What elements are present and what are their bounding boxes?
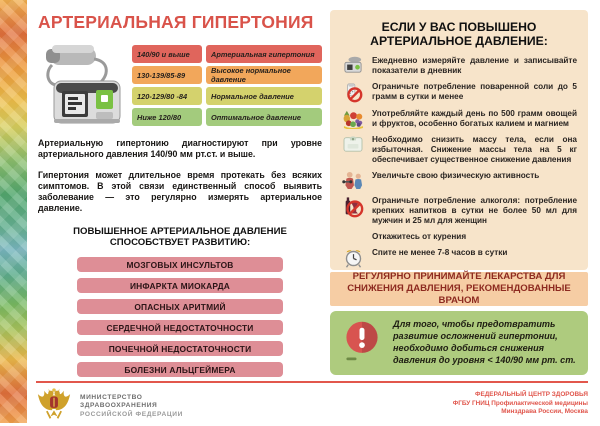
risk-item: ОПАСНЫХ АРИТМИЙ	[77, 299, 283, 314]
warning-exclamation-icon	[340, 316, 384, 371]
footer	[36, 387, 588, 426]
risk-item: ИНФАРКТА МИОКАРДА	[77, 278, 283, 293]
bp-classification-table	[132, 45, 322, 126]
table-row	[132, 66, 322, 84]
advice-item	[341, 232, 577, 242]
advice-text: Увеличьте свою физическую активность	[372, 170, 540, 180]
risk-item: ПОЧЕЧНОЙ НЕДОСТАТОЧНОСТИ	[77, 341, 283, 356]
ministry-line: РОССИЙСКОЙ ФЕДЕРАЦИИ	[80, 410, 183, 418]
risk-list	[77, 257, 283, 377]
ministry-line: ЗДРАВООХРАНЕНИЯ	[80, 402, 158, 410]
advice-text: Откажитесь от курения	[372, 231, 467, 241]
health-center-line: ФГБУ ГНИЦ Профилактической медицины	[452, 399, 588, 407]
intro-paragraph-1: Артериальную гипертонию диагностируют при уровне артериального давления 140/90 мм рт.ст. и выше.	[38, 138, 322, 160]
advice-panel	[330, 10, 588, 270]
ministry-name	[80, 394, 183, 420]
target-pressure-callout	[330, 311, 588, 375]
advice-item	[341, 109, 577, 129]
risk-item: СЕРДЕЧНОЙ НЕДОСТАТОЧНОСТИ	[77, 320, 283, 335]
scale-icon	[341, 135, 365, 153]
bp-range-cell: 130-139/85-89	[132, 66, 202, 84]
risk-item: БОЛЕЗНИ АЛЬЦГЕЙМЕРА	[77, 362, 283, 377]
advice-item	[341, 171, 577, 190]
ministry-block	[36, 387, 183, 426]
bp-intro-row	[38, 43, 322, 129]
bp-label-cell: Оптимальное давление	[206, 108, 322, 126]
advice-text: Ежедневно измеряйте давление и записывайте показатели в дневник	[372, 55, 577, 75]
page-title: АРТЕРИАЛЬНАЯ ГИПЕРТОНИЯ	[38, 12, 314, 32]
table-row	[132, 45, 322, 63]
russia-coat-of-arms-icon	[36, 387, 72, 426]
tonometer-icon	[341, 56, 365, 74]
blood-pressure-monitor-image	[38, 43, 126, 129]
left-column	[38, 12, 322, 377]
risk-section-heading: ПОВЫШЕННОЕ АРТЕРИАЛЬНОЕ ДАВЛЕНИЕ СПОСОБСТВУЕТ РАЗВИТИЮ:	[73, 225, 287, 249]
bp-range-cell: 140/90 и выше	[132, 45, 202, 63]
ministry-line: МИНИСТЕРСТВО	[80, 393, 143, 401]
intro-paragraph-2: Гипертония может длительное время протекать без всяких симптомов. В этой связи единственный способ выявить заболевание — это регулярно измерять артериальное давление.	[38, 169, 322, 214]
health-center-line: ФЕДЕРАЛЬНЫЙ ЦЕНТР ЗДОРОВЬЯ	[475, 391, 588, 398]
advice-heading: ЕСЛИ У ВАС ПОВЫШЕНО АРТЕРИАЛЬНОЕ ДАВЛЕНИЕ:	[370, 20, 548, 49]
health-center-block	[453, 391, 588, 417]
advice-item	[341, 56, 577, 76]
advice-item	[341, 196, 577, 226]
advice-text: Ограничьте потребление поваренной соли до 5 грамм в сутки и менее	[372, 81, 577, 101]
advice-item	[341, 135, 577, 165]
no-alcohol-icon	[341, 196, 365, 219]
table-row	[132, 87, 322, 105]
fruits-icon	[341, 109, 365, 129]
footer-divider-line	[36, 381, 588, 383]
bp-label-cell: Высокое нормальное давление	[206, 66, 322, 84]
advice-text: Употребляйте каждый день по 500 грамм овощей и фруктов, особенно богатых калием и магнием	[372, 108, 577, 128]
no-salt-icon	[341, 82, 365, 103]
decorative-mosaic-strip	[0, 0, 27, 423]
bp-range-cell: Ниже 120/80	[132, 108, 202, 126]
bp-label-cell: Артериальная гипертония	[206, 45, 322, 63]
advice-item	[341, 82, 577, 103]
alarm-clock-icon	[341, 248, 365, 269]
advice-text: Спите не менее 7-8 часов в сутки	[372, 247, 508, 257]
target-pressure-text: Для того, чтобы предотвратить развитие осложнений гипертонии, необходимо добиться снижения давления до уровня < 140/90 мм рт. ст.	[393, 319, 576, 365]
advice-item	[341, 248, 577, 269]
medication-note: РЕГУЛЯРНО ПРИНИМАЙТЕ ЛЕКАРСТВА ДЛЯ СНИЖЕНИЯ ДАВЛЕНИЯ, РЕКОМЕНДОВАННЫЕ ВРАЧОМ	[330, 272, 588, 306]
health-center-line: Минздрава России, Москва	[501, 408, 588, 416]
table-row	[132, 108, 322, 126]
exercise-icon	[341, 171, 365, 190]
advice-text: Необходимо снизить массу тела, если она избыточная. Снижение массы тела на 5 кг обеспечивает существенное снижение давления	[372, 134, 577, 164]
bp-range-cell: 120-129/80 -84	[132, 87, 202, 105]
advice-text: Ограничьте потребление алкоголя: потребление крепких напитков в сутки не более 50 мл для мужчин и 25 мл для женщин	[372, 195, 577, 225]
bp-label-cell: Нормальное давление	[206, 87, 322, 105]
risk-item: МОЗГОВЫХ ИНСУЛЬТОВ	[77, 257, 283, 272]
